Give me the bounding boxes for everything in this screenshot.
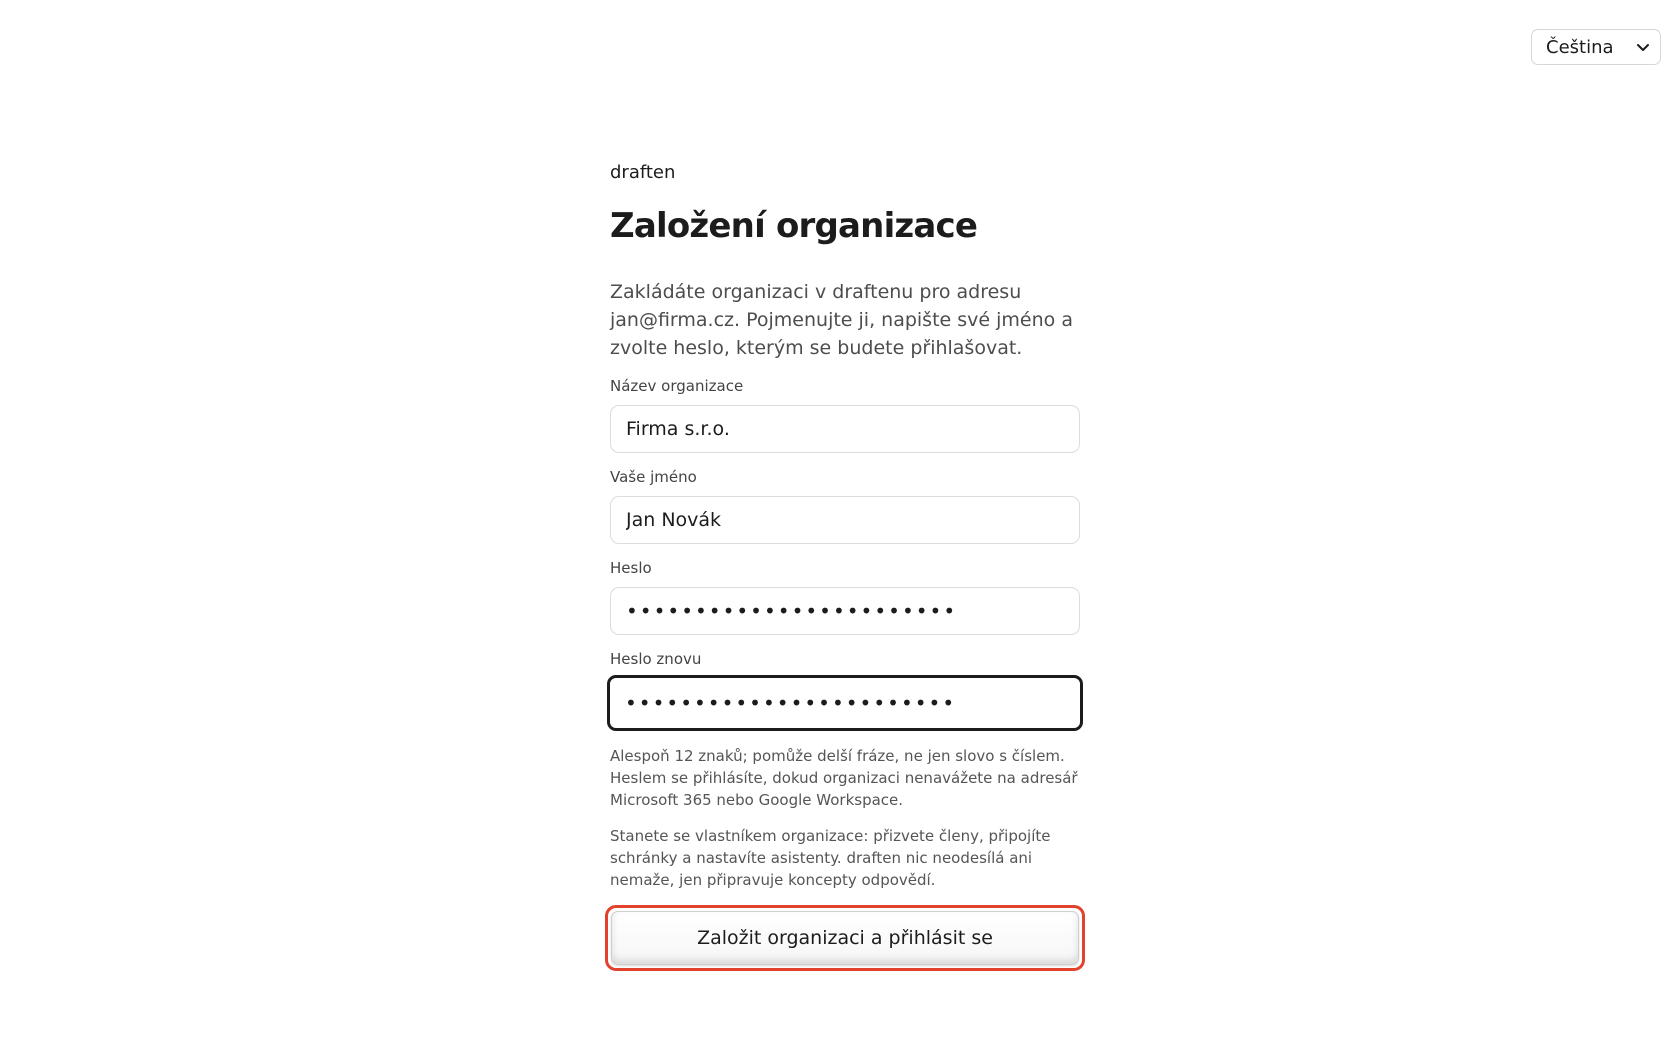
password-again-input[interactable] bbox=[607, 675, 1083, 731]
org-name-label: Název organizace bbox=[610, 377, 744, 395]
create-organization-button[interactable]: Založit organizaci a přihlásit se bbox=[611, 911, 1079, 965]
brand-name: draften bbox=[610, 162, 676, 183]
password-input[interactable] bbox=[610, 587, 1080, 635]
org-name-input[interactable] bbox=[610, 405, 1080, 453]
password-hint: Alespoň 12 znaků; pomůže delší fráze, ne jen slovo s číslem. Heslem se přihlásíte, dokud organizaci nenavážete na adresář Microsoft 365 nebo Google Workspace. bbox=[610, 747, 1078, 809]
intro-text: Zakládáte organizaci v draftenu pro adresu jan@firma.cz. Pojmenujte ji, napište své jméno a zvolte heslo, kterým se budete přihlašovat. bbox=[610, 281, 1073, 359]
signup-form bbox=[610, 160, 1080, 971]
user-name-input[interactable] bbox=[610, 496, 1080, 544]
chevron-down-icon bbox=[1636, 40, 1650, 54]
language-select[interactable] bbox=[1531, 29, 1661, 65]
password-again-label: Heslo znovu bbox=[610, 650, 702, 668]
user-name-label: Vaše jméno bbox=[610, 468, 697, 486]
page-title: Založení organizace bbox=[610, 206, 978, 246]
owner-note: Stanete se vlastníkem organizace: přizvete členy, připojíte schránky a nastavíte asistenty. draften nic neodesílá ani nemaže, jen připravuje koncepty odpovědí. bbox=[610, 827, 1051, 889]
language-selected-value: Čeština bbox=[1546, 36, 1614, 58]
submit-highlight-ring bbox=[605, 905, 1085, 971]
password-label: Heslo bbox=[610, 559, 652, 577]
